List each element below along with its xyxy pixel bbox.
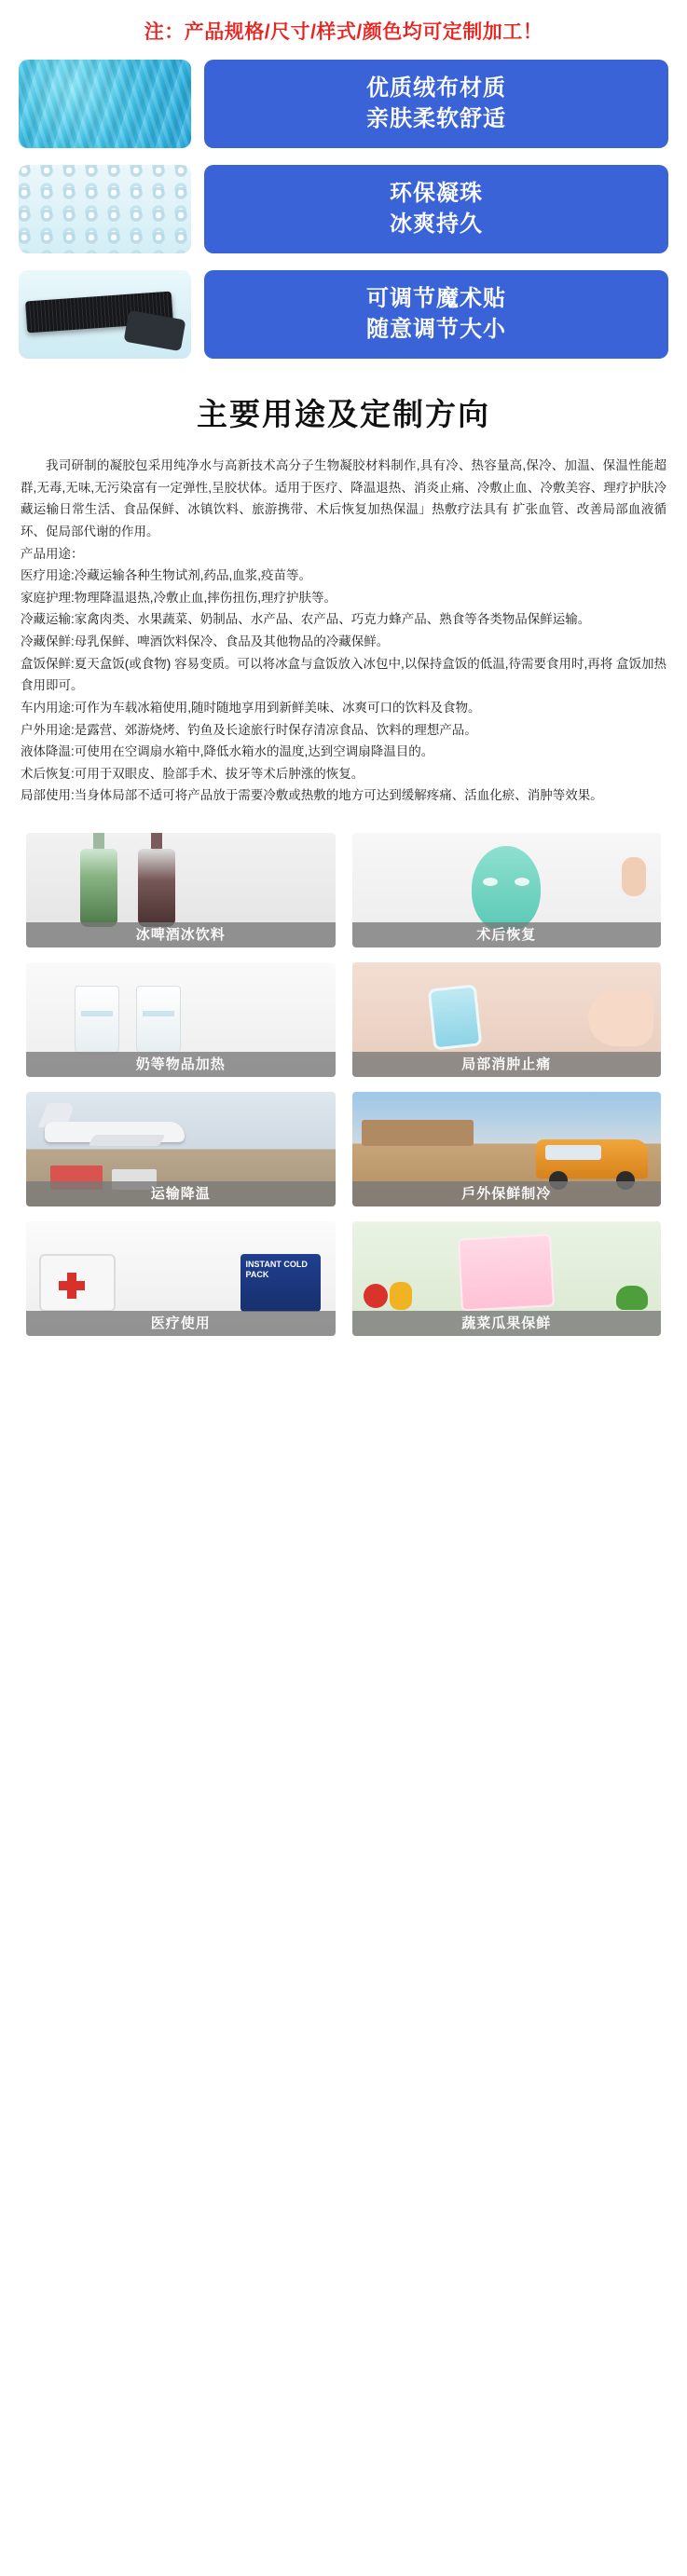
bag-stripe-shape xyxy=(81,1011,113,1016)
gallery-item-knee-pain-relief xyxy=(352,962,662,1077)
gallery-item-outdoor-van-cooling xyxy=(352,1092,662,1206)
van-window-shape xyxy=(545,1145,601,1160)
feature-line-1: 优质绒布材质 xyxy=(366,75,506,102)
gallery-caption: 蔬菜瓜果保鲜 xyxy=(352,1311,662,1336)
eye-opening-shape xyxy=(515,878,529,886)
ice-pack-shape xyxy=(458,1233,555,1311)
feature-text-block xyxy=(204,60,668,148)
gallery-caption: 术后恢复 xyxy=(352,922,662,947)
bottle-bag-shape xyxy=(75,986,119,1055)
feature-row xyxy=(19,270,668,359)
copy-paragraph: 局部使用:当身体局部不适可将产品放于需要冷敷或热敷的地方可达到缓解疼痛、活血化瘀、消肿等效果。 xyxy=(21,788,603,803)
feature-list xyxy=(0,60,687,359)
arm-shape xyxy=(588,990,653,1046)
feature-line-2: 冰爽持久 xyxy=(390,211,483,237)
gallery-caption: 运输降温 xyxy=(26,1181,336,1206)
copy-paragraph: 户外用途:是露营、郊游烧烤、钓鱼及长途旅行时保存清凉食品、饮料的理想产品。 xyxy=(21,722,477,737)
copy-paragraph: 医疗用途:冷藏运输各种生物试剂,药品,血浆,疫苗等。 xyxy=(21,568,312,583)
velcro-strap-closeup-image xyxy=(19,270,191,359)
fleece-fabric-swatch-image xyxy=(19,60,191,148)
copy-paragraph: 产品用途： xyxy=(21,546,84,561)
gallery-caption: 冰啤酒冰饮料 xyxy=(26,922,336,947)
plane-wing-shape xyxy=(89,1135,166,1146)
gallery-caption: 局部消肿止痛 xyxy=(352,1052,662,1077)
copy-paragraph: 冷藏运输:家禽肉类、水果蔬菜、奶制品、水产品、农产品、巧克力蜂产品、熟食等各类物品保鲜运输。 xyxy=(21,612,591,627)
green-bottle-shape xyxy=(80,849,117,927)
section-title: 主要用途及定制方向 xyxy=(197,397,490,431)
hand-shape xyxy=(622,857,646,896)
gallery-caption: 奶等物品加热 xyxy=(26,1052,336,1077)
pepper-shape xyxy=(390,1282,412,1310)
gallery-item-air-cargo-cooling xyxy=(26,1092,336,1206)
gallery-item-beer-wine-cooler xyxy=(26,833,336,947)
copy-paragraph: 家庭护理:物理降温退热,冷敷止血,摔伤扭伤,理疗护肤等。 xyxy=(21,590,337,605)
copy-paragraph: 盒饭保鲜:夏天盒饭(或食物) 容易变质。可以将冰盒与盒饭放入冰包中,以保持盒饭的低温,待需要食用时,再将 盒饭加热食用即可。 xyxy=(21,656,666,693)
feature-text-block xyxy=(204,165,668,253)
eye-opening-shape xyxy=(483,878,498,886)
bottle-bag-shape xyxy=(136,986,181,1055)
gallery-item-facial-mask-recovery xyxy=(352,833,662,947)
gel-face-mask-shape xyxy=(472,846,541,932)
feature-row xyxy=(19,60,668,148)
cold-pack-label: INSTANT COLD PACK xyxy=(240,1254,321,1312)
dark-bottle-shape xyxy=(138,849,175,927)
gallery-item-milk-bottle-warming xyxy=(26,962,336,1077)
feature-line-1: 可调节魔术贴 xyxy=(366,286,506,312)
usage-gallery xyxy=(0,807,687,1360)
gallery-item-medical-first-aid-kit xyxy=(26,1221,336,1336)
gallery-caption: 医疗使用 xyxy=(26,1311,336,1336)
copy-paragraph: 车内用途:可作为车载冰箱使用,随时随地享用到新鲜美味、冰爽可口的饮料及食物。 xyxy=(21,700,481,715)
copy-paragraph: 我司研制的凝胶包采用纯净水与高新技术高分子生物凝胶材料制作,具有冷、热容量高,保冷、加温、保温性能超群,无毒,无味,无污染富有一定弹性,呈胶状体。适用于医疗、降温退热、消炎止痛、冷敷止血、冷敷美容、理疗护肤冷藏运输日常生活、食品保鲜、冰镇饮料、旅游携带、术后恢复加热保温」热敷疗法具有 扩张血管、改善局部血液循环、促局部代谢的作用。 xyxy=(21,458,666,538)
feature-line-2: 随意调节大小 xyxy=(366,316,506,342)
copy-paragraph: 冷藏保鲜:母乳保鲜、啤酒饮料保冷、食品及其他物品的冷藏保鲜。 xyxy=(21,634,390,648)
feature-row xyxy=(19,165,668,253)
gallery-caption: 戶外保鲜制冷 xyxy=(352,1181,662,1206)
copy-paragraph: 液体降温:可使用在空调扇水箱中,降低水箱水的温度,达到空调扇降温目的。 xyxy=(21,744,434,759)
gel-pad-shape xyxy=(427,984,482,1050)
feature-text-block xyxy=(204,270,668,359)
velcro-tail-shape xyxy=(124,310,186,351)
gallery-item-vegetable-fruit-fresh xyxy=(352,1221,662,1336)
mesa-shape xyxy=(362,1120,474,1146)
feature-line-2: 亲肤柔软舒适 xyxy=(366,105,506,131)
bag-stripe-shape xyxy=(143,1011,174,1016)
feature-line-1: 环保凝珠 xyxy=(390,181,483,207)
tomato-shape xyxy=(364,1284,388,1308)
customization-notice: 注：产品规格/尺寸/样式/颜色均可定制加工！ xyxy=(144,21,543,43)
red-cross-icon xyxy=(59,1281,85,1290)
copy-paragraph: 术后恢复:可用于双眼皮、脸部手术、拔牙等术后肿涨的恢复。 xyxy=(21,766,364,781)
green-vegetable-shape xyxy=(616,1286,648,1310)
gel-beads-closeup-image xyxy=(19,165,191,253)
body-copy xyxy=(0,455,687,807)
